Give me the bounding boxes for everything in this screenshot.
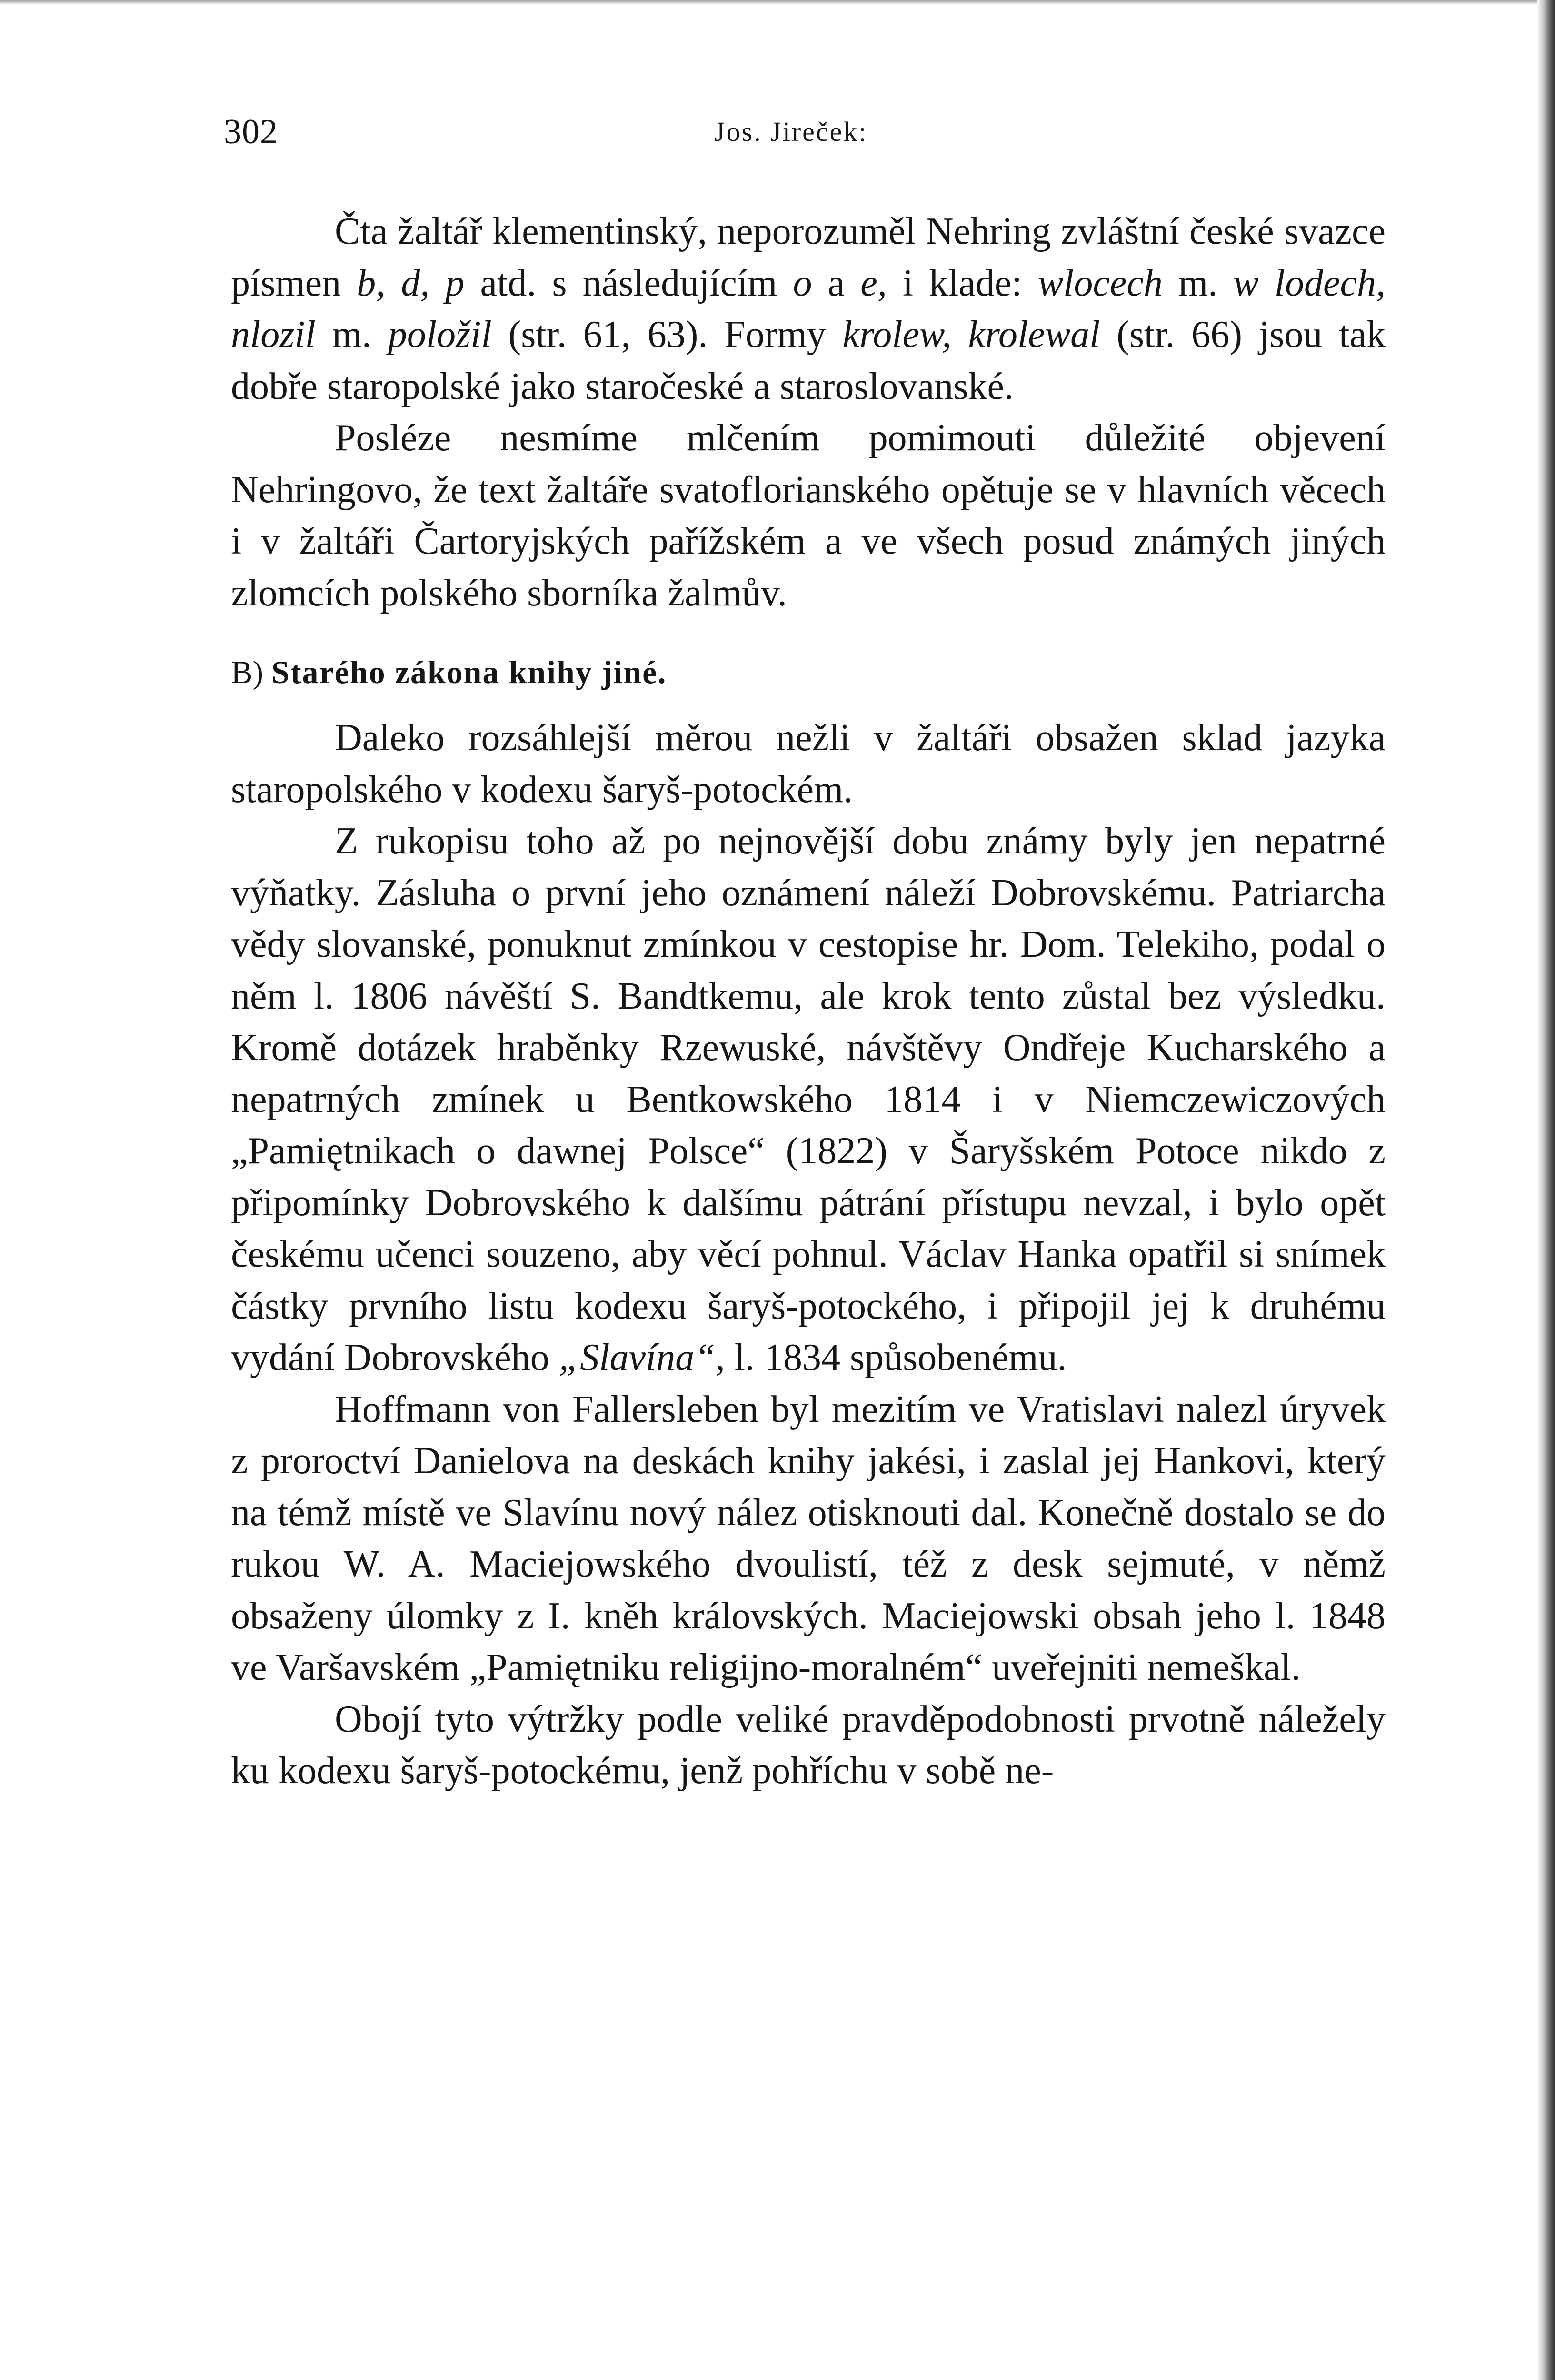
paragraph-3: Daleko rozsáhlejší měrou nežli v žaltáři obsažen sklad jazyka staropolského v kodexu šaryš-potockém. — [231, 717, 1386, 811]
p1-italic-5: w lodech, nlozil — [231, 262, 1386, 356]
scan-edge-right — [1537, 0, 1555, 2380]
paragraph-2: Posléze nesmíme mlčením pomimouti důležité objevení Nehringovo, že text žaltáře svatoflorianského opětuje se v hlavních věcech i v žaltáři Čartoryjských pařížském a ve všech posud známých jiných zlomcích polského sborníka žalmův. — [231, 417, 1386, 614]
p4-italic-1: „Slavína“ — [558, 1337, 716, 1378]
p1-italic-3: e, — [860, 262, 887, 304]
page-header — [224, 112, 1386, 169]
section-letter: B) — [231, 654, 263, 690]
p4-text-1: Z rukopisu toho až po nejnovější dobu známy byly jen nepatrné výňatky. Zásluha o první jeho oznámení náleží Dobrovskému. Patriarcha vědy slovanské, ponuknut zmínkou v cestopise hr. Dom. Telekiho, podal o něm l. 1806 návěští S. Bandtkemu, ale krok tento zůstal bez výsledku. Kromě dotázek hraběnky Rzewuské, návštěvy Ondřeje Kucharského a nepatrných zmínek u Bentkowského 1814 i v Niemczewiczových „Pamiętnikach o dawnej Polsce“ (1822) v Šaryšském Potoce nikdo z připomínky Dobrovského k dalšímu pátrání přístupu nevzal, i bylo opět českému učenci souzeno, aby věcí pohnul. Václav Hanka opatřil si snímek částky prvního listu kodexu šaryš-potockého, i připojil jej k druhému vydání Dobrovského — [231, 820, 1386, 1378]
section-heading — [231, 648, 1386, 696]
p1-italic-1: b, d, p — [357, 262, 465, 304]
section-title: Starého zákona knihy jiné. — [271, 654, 667, 690]
running-head: Jos. Jireček: — [714, 116, 868, 147]
p1-italic-2: o — [793, 262, 812, 304]
p1-text-1: Čta žaltář klementinský, neporozuměl Nehring zvláštní české svazce písmen — [231, 210, 1386, 304]
p1-italic-6: položil — [388, 314, 492, 356]
page-number: 302 — [224, 112, 278, 151]
p1-text-2: atd. s následujícím — [464, 262, 793, 304]
paragraph-4 — [231, 815, 1386, 1384]
p1-text-3: a — [812, 262, 861, 304]
p1-text-8: (str. 66) jsou tak dobře staropolské jako staročeské a staroslovanské. — [231, 314, 1386, 407]
p1-text-5: m. — [1162, 262, 1234, 304]
paragraph-6: Obojí tyto výtržky podle veliké pravděpodobnosti prvotně náležely ku kodexu šaryš-potockému, jenž pohříchu v sobě ne- — [231, 1698, 1386, 1792]
p1-text-7: (str. 61, 63). Formy — [491, 314, 843, 356]
paragraph-1 — [231, 206, 1386, 412]
scan-edge-top — [0, 0, 1555, 5]
paragraph-5: Hoffmann von Fallersleben byl mezitím ve Vratislavi nalezl úryvek z proroctví Danielova na deskách knihy jakési, i zaslal jej Hankovi, který na témž místě ve Slavínu nový nález otisknouti dal. Konečně dostalo se do rukou W. A. Maciejowského dvoulistí, též z desk sejmuté, v němž obsaženy úlomky z I. kněh královských. Maciejowski obsah jeho l. 1848 ve Varšavském „Pamiętniku religijno-moralném“ uveřejniti nemeškal. — [231, 1388, 1386, 1688]
p1-text-6: m. — [315, 314, 388, 356]
p4-text-2: , l. 1834 spůsobenému. — [715, 1337, 1067, 1378]
p1-italic-4: wlocech — [1037, 262, 1163, 304]
body-text — [231, 206, 1386, 1797]
p1-italic-7: krolew, krolewal — [842, 314, 1100, 356]
p1-text-4: i klade: — [887, 262, 1038, 304]
